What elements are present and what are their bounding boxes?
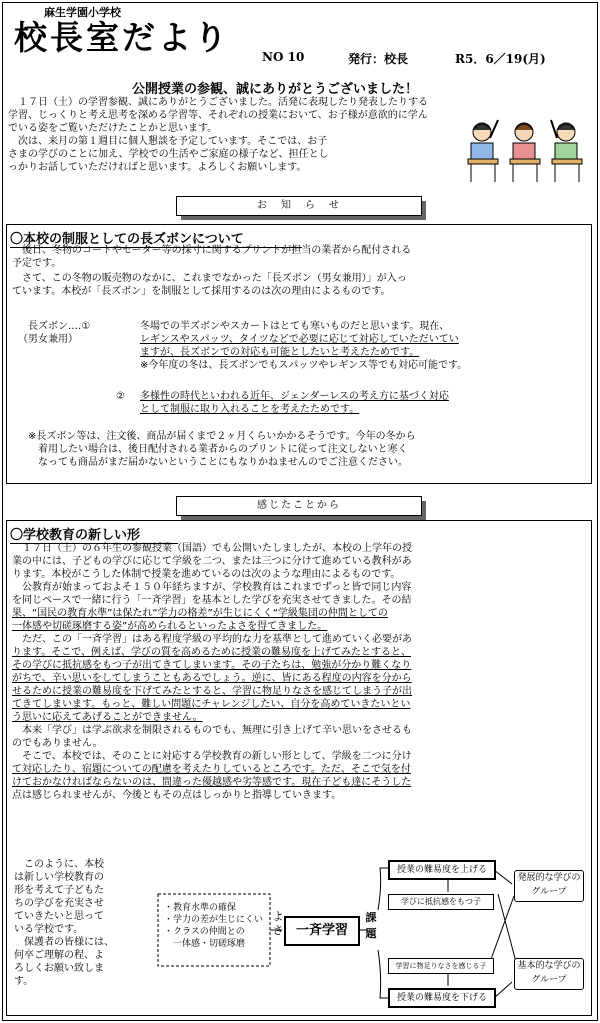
advanced-group-box: 発展的な学びのグループ: [514, 870, 584, 902]
issuer: 発行：校長: [348, 52, 409, 66]
thoughts-heading: 〇学校教育の新しい形: [10, 524, 178, 544]
body-line: 業の中には、子どもの学びに応じて学級を二つ、または三つに分けて進めている教科があ: [12, 556, 412, 567]
body-line: てきてしまいます。もっと、難しい問題にチャレンジしたい、自分を高めていきたいとい: [12, 699, 411, 710]
closing-line: ちの学びを充実させ: [14, 898, 104, 909]
intro-line: でいる姿をご覧いただけたことかと思います。: [8, 123, 218, 134]
center-box: 一斉学習: [284, 916, 360, 946]
body-line: けておかなければならないのは、間違った優越感や劣等感です。現在子ども達にそうした: [12, 777, 412, 788]
headline: 公開授業の参観、誠にありがとうございました！: [132, 82, 419, 97]
reason-line: 冬場での半ズボンやスカートはとても寒いものだと思います。現在、: [140, 321, 450, 332]
reason-2: [140, 390, 449, 416]
body-line: のでもありません。: [12, 738, 103, 749]
notice-note: [28, 430, 416, 469]
item-label: 長ズボン‥‥①: [28, 321, 91, 332]
lower-sub-box: 学習に物足りなさを感じる子: [388, 958, 494, 974]
reason-line: 多様性の時代といわれる近年、ジェンダーレスの考え方に基づく対応: [140, 391, 449, 402]
upper-main-box: 授業の難易度を上げる: [388, 860, 496, 880]
section-label-thoughts: 感じたことから: [176, 496, 422, 516]
reason-line: として制服に取り入れることを考えたためです。: [140, 404, 360, 415]
body-line: ただ、この「一斉学習」はある程度学級の平均的な力を基準として進めていく必要があ: [12, 634, 412, 645]
reason-line: ますが、長ズボンでの対応も可能としたいと考えたためです。: [140, 347, 420, 358]
reason-line: レギンスやスパッツ、タイツなどで必要に応じて対応していただいてい: [140, 334, 459, 345]
learning-diagram: [152, 858, 588, 1008]
intro-text: [8, 96, 428, 174]
note-line: 着用したい場合は、後日配付される業者からのプリントに従って注文しないと寒く: [28, 444, 408, 455]
merits-list: [164, 902, 263, 950]
upper-sub-box: 学びに抵抗感をもつ子: [388, 894, 494, 910]
closing-line: 何卒ご理解の程、よ: [14, 950, 104, 961]
closing-line: このように、本校: [14, 859, 104, 870]
body-line: 点は感じられませんが、今後ともその点はしっかりと指導していきます。: [12, 790, 342, 801]
reason-line: ※今年度の冬は、長ズボンでもスパッツやレギンス等でも対応可能です。: [140, 360, 468, 371]
notice-line: 予定です。: [12, 258, 62, 269]
body-line: ります。そこで、例えば、学びの質を高めるために授業の難易度を上げてみたとすると、: [12, 647, 411, 658]
intro-line: っかりお話していただければと思います。よろしくお願いします。: [8, 162, 307, 173]
reason-1: [140, 320, 467, 372]
closing-line: は新しい学校教育の: [14, 872, 104, 883]
body-line: 本来「学び」は学ぶ欲求を制限されるものでも、無理に引き上げて辛い思いをさせるも: [12, 725, 412, 736]
closing-text: [14, 858, 154, 988]
body-line: その学びに抵抗感をもつ子が出てきてしまいます。その子たちは、勉強が分かり難くなり: [12, 660, 412, 671]
body-line: １７日（土）の６年生の参観授業（国語）でも公開いたしましたが、本校の上学年の授: [12, 543, 412, 554]
merit-label: よ さ: [272, 910, 284, 937]
issue-number: NO 10: [262, 50, 305, 64]
body-line: 公教育が始まっておよそ１５０年経ちますが、学校教育はこれまでずっと皆で同じ内容: [12, 582, 412, 593]
note-line: なっても商品がまだ届かないということにもなりかねませんのでご注意ください。: [28, 457, 408, 468]
closing-line: いる学校です。: [14, 924, 84, 935]
merit-item: ・教育水準の確保: [164, 903, 237, 913]
intro-line: １７日（土）の学習参観、誠にありがとうございました。活発に表現したり発表したりする: [8, 97, 428, 108]
intro-line: 次は、来月の第１週目に個人懇談を予定しています。そこでは、お子: [8, 136, 328, 147]
body-line: 果、“国民の教育水準”は保たれ“学力の格差”が生じにくく“学級集団の仲間としての: [12, 608, 388, 619]
note-line: ※長ズボン等は、注文後、商品が届くまで２ヶ月くらいかかるそうです。今年の冬から: [28, 431, 416, 442]
body-line: う思いに応えてあげることができません。: [12, 712, 203, 723]
closing-line: す。: [14, 976, 34, 987]
section-label-notice: お 知 ら せ: [176, 196, 422, 216]
body-line: て対応したり、宿題についての配慮を考えたりしているところです。ただ、そこで気を付: [12, 764, 411, 775]
intro-line: さまの学びのことに加え、学校での生活やご家庭の様子など、担任とし: [8, 149, 329, 160]
item-sublabel: （男女兼用）: [18, 334, 78, 345]
closing-line: 保護者の皆様には、: [14, 937, 114, 948]
body-line: せるために授業の難易度を下げてみたとすると、学習に物足りなさを感じてしまう子が出: [12, 686, 412, 697]
newsletter-title: 校長室だより: [14, 18, 230, 57]
thoughts-body: [12, 542, 412, 802]
closing-line: ろしくお願い致しま: [14, 963, 104, 974]
body-line: がちで、辛い思いをしてしまうこともあるでしょう。逆に、皆にある程度の内容を分から: [12, 673, 412, 684]
merit-item: ・学力の差が生じにくい: [164, 915, 264, 925]
lower-main-box: 授業の難易度を下げる: [388, 988, 496, 1008]
reason-2-number: ②: [116, 391, 125, 402]
body-line: ります。本校がこうした体制で授業を進めているのは次のような理由によるものです。: [12, 569, 401, 580]
body-line: 一体感や切磋琢磨する姿”が高められるといったよさを得てきました。: [12, 621, 328, 632]
issue-date: R5．6／19(月): [455, 52, 546, 66]
body-line: そこで、本校では、そのことに対応する学校教育の新しい形として、学級を二つに分け: [12, 751, 412, 762]
issue-label: 課 題: [365, 911, 377, 940]
notice-line: さて、この冬物の販売物のなかに、これまでなかった「長ズボン（男女兼用）」が入っ: [12, 273, 407, 284]
notice-line: 後日、冬物のコートやセーター等の採寸に関するプリントが担当の業者から配付される: [12, 245, 412, 256]
basic-group-box: 基本的な学びのグループ: [514, 958, 584, 990]
notice-heading: 〇本校の制服としての長ズボンについて: [10, 228, 302, 248]
merit-item: ・クラスの仲間との: [164, 927, 245, 937]
closing-line: 形を考えて子どもた: [14, 885, 104, 896]
notice-paragraph: [12, 244, 411, 298]
students-illustration: [462, 112, 590, 186]
merit-item: 一体感・切磋琢磨: [164, 939, 246, 949]
body-line: を同じペースで一緒に行う「一斉学習」を基本とした学びを充実させてきました。その結: [12, 595, 412, 606]
school-name: 麻生学園小学校: [44, 6, 121, 19]
closing-line: ていきたいと思って: [14, 911, 104, 922]
intro-line: 学習、じっくりと考え思考を深める学習等、それぞれの授業において、お子様が意欲的に学ん: [8, 110, 428, 121]
notice-line: ています。本校が「長ズボン」を制服として採用するのは次の理由によるものです。: [12, 286, 391, 297]
